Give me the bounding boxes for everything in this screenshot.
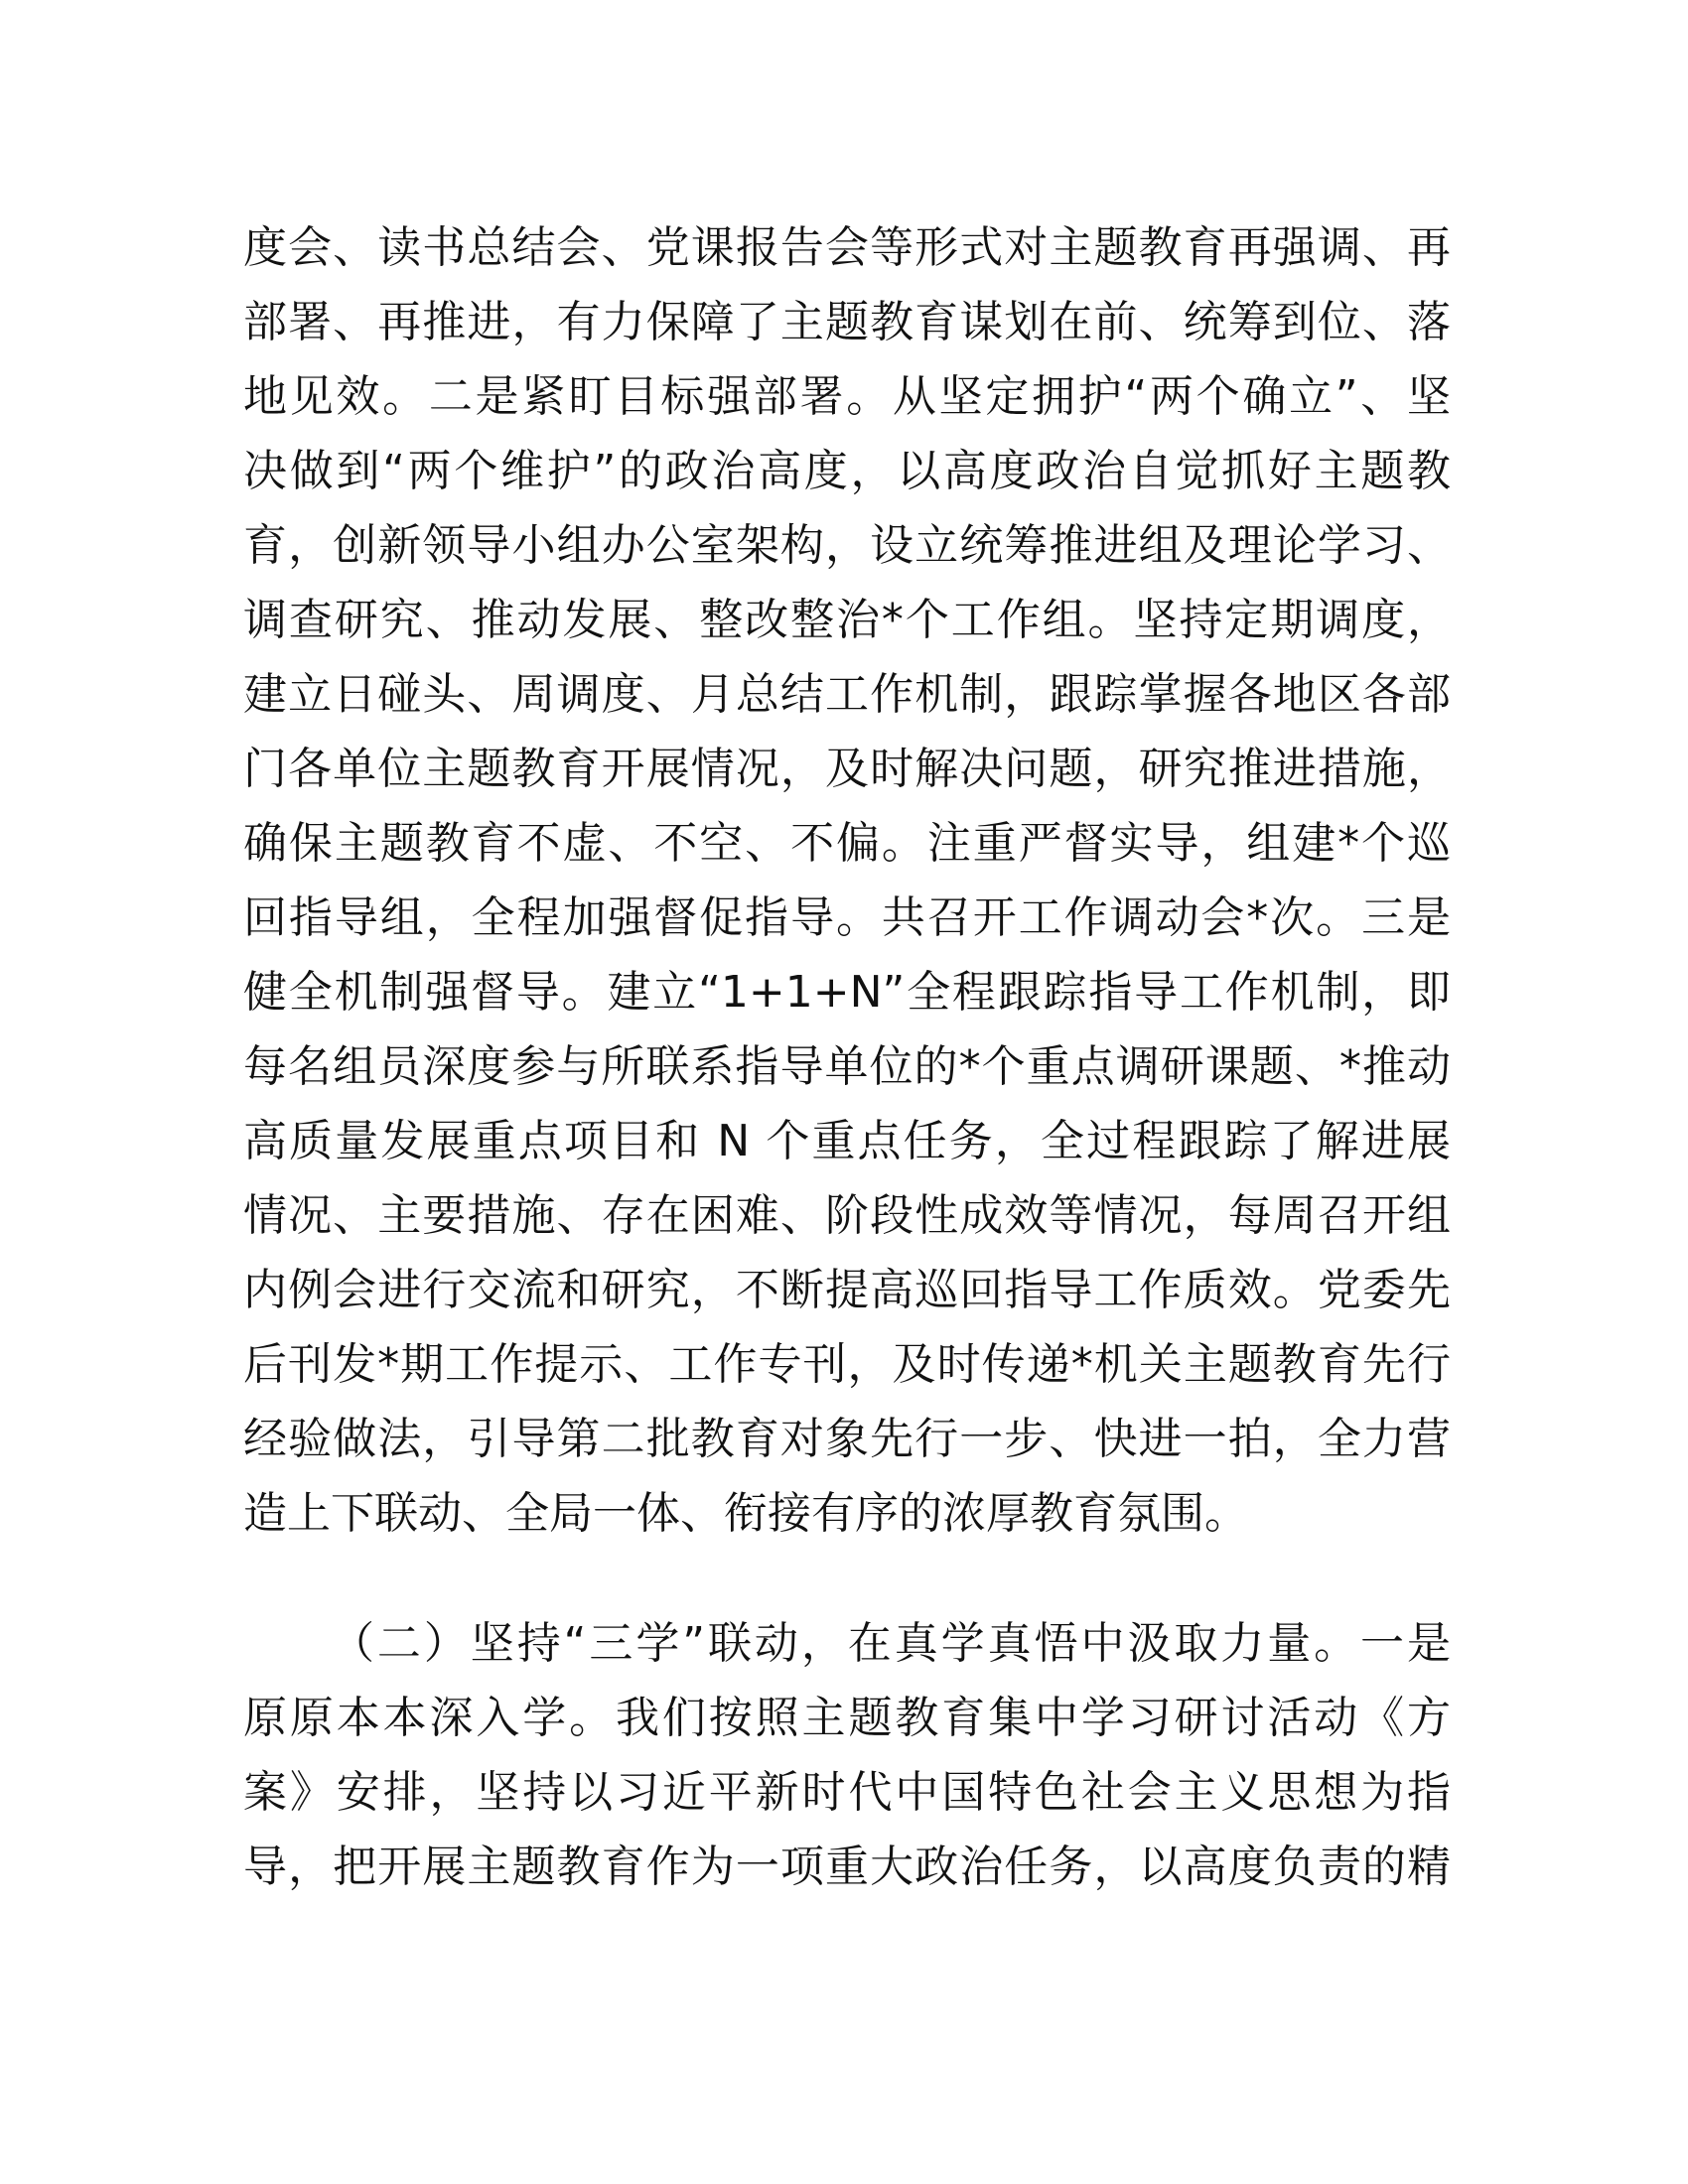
paragraph-line: 调查研究、推动发展、整改整治*个工作组。坚持定期调度， <box>243 595 1451 645</box>
paragraph-line: 部署、再推进，有力保障了主题教育谋划在前、统筹到位、落 <box>243 297 1451 347</box>
body-paragraph-1 <box>243 210 1451 1551</box>
paragraph-line: 度会、读书总结会、党课报告会等形式对主题教育再强调、再 <box>243 222 1451 273</box>
paragraph-line: 情况、主要措施、存在困难、阶段性成效等情况，每周召开组 <box>243 1190 1451 1241</box>
paragraph-line: 经验做法，引导第二批教育对象先行一步、快进一拍，全力营 <box>243 1414 1451 1464</box>
paragraph-line: 后刊发*期工作提示、工作专刊，及时传递*机关主题教育先行 <box>243 1339 1451 1390</box>
paragraph-line: 决做到“两个维护”的政治高度，以高度政治自觉抓好主题教 <box>243 446 1451 496</box>
paragraph-line: 高质量发展重点项目和 N 个重点任务，全过程跟踪了解进展 <box>243 1116 1451 1166</box>
paragraph-line: 健全机制强督导。建立“1+1+N”全程跟踪指导工作机制，即 <box>243 967 1451 1018</box>
paragraph-line: 每名组员深度参与所联系指导单位的*个重点调研课题、*推动 <box>243 1041 1451 1092</box>
paragraph-line: 内例会进行交流和研究，不断提高巡回指导工作质效。党委先 <box>243 1265 1451 1315</box>
paragraph-line: 回指导组，全程加强督促指导。共召开工作调动会*次。三是 <box>243 892 1451 943</box>
paragraph-line: 门各单位主题教育开展情况，及时解决问题，研究推进措施， <box>243 744 1451 794</box>
paragraph-line: 造上下联动、全局一体、衔接有序的浓厚教育氛围。 <box>243 1488 1248 1539</box>
paragraph-line: 原原本本深入学。我们按照主题教育集中学习研讨活动《方 <box>243 1693 1451 1743</box>
body-paragraph-2 <box>243 1606 1451 1904</box>
paragraph-line: 地见效。二是紧盯目标强部署。从坚定拥护“两个确立”、坚 <box>243 371 1451 422</box>
section-heading-line: （二）坚持“三学”联动，在真学真悟中汲取力量。一是 <box>331 1618 1451 1669</box>
paragraph-line: 建立日碰头、周调度、月总结工作机制，跟踪掌握各地区各部 <box>243 669 1451 720</box>
paragraph-line: 确保主题教育不虚、不空、不偏。注重严督实导，组建*个巡 <box>243 818 1451 869</box>
paragraph-line: 导，把开展主题教育作为一项重大政治任务，以高度负责的精 <box>243 1842 1451 1892</box>
paragraph-line: 育，创新领导小组办公室架构，设立统筹推进组及理论学习、 <box>243 520 1451 571</box>
paragraph-line: 案》安排，坚持以习近平新时代中国特色社会主义思想为指 <box>243 1767 1451 1818</box>
